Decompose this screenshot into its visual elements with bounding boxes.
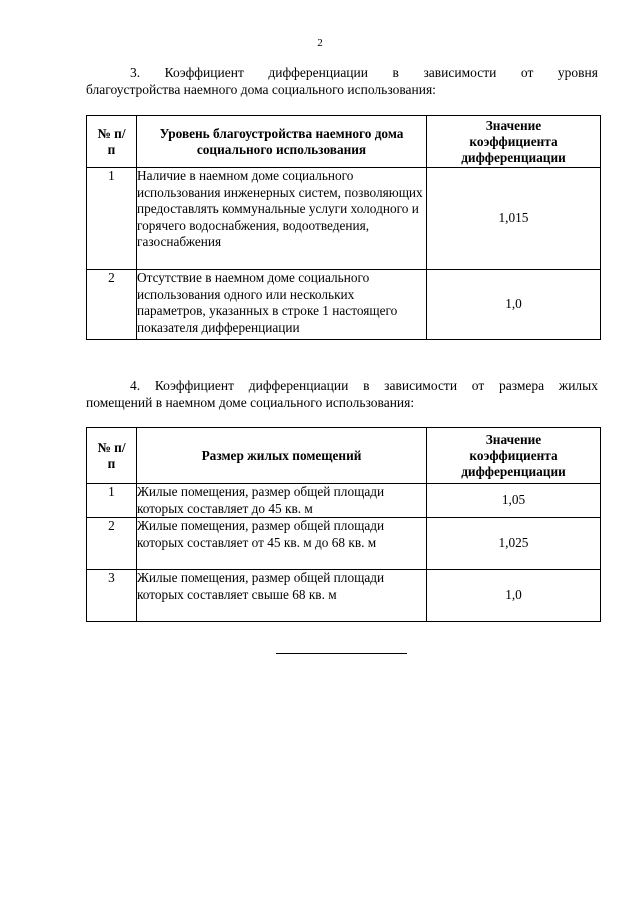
row-coefficient: 1,015 [427, 168, 601, 270]
table-row [87, 570, 601, 622]
header-living-space-size: Размер жилых помещений [137, 428, 427, 484]
row-coefficient: 1,05 [427, 484, 601, 518]
table-header-row [87, 116, 601, 168]
table-row [87, 484, 601, 518]
header-improvement-level: Уровень благоустройства наемного дома социального использования [137, 116, 427, 168]
row-description: Отсутствие в наемном доме социального использования одного или нескольких параметров, указанных в строке 1 настоящего показателя дифференциации [137, 270, 427, 340]
page-number: 2 [317, 37, 323, 49]
section4-intro-line1: 4. Коэффициент дифференциации в зависимости от размера жилых [130, 378, 598, 393]
row-coefficient: 1,0 [427, 270, 601, 340]
header-coefficient-value: Значение коэффициента дифференциации [427, 428, 601, 484]
header-num: № п/п [87, 428, 137, 484]
closing-divider-line [276, 653, 407, 654]
table-row [87, 518, 601, 570]
row-num: 1 [87, 484, 137, 518]
row-num: 2 [87, 518, 137, 570]
row-coefficient: 1,025 [427, 518, 601, 570]
table-row [87, 168, 601, 270]
header-coefficient-value: Значение коэффициента дифференциации [427, 116, 601, 168]
living-space-size-table [86, 427, 601, 622]
section3-intro-line1: 3. Коэффициент дифференциации в зависимости от уровня [130, 65, 598, 80]
table-header-row [87, 428, 601, 484]
section3-intro [86, 64, 598, 98]
table-row [87, 270, 601, 340]
row-coefficient: 1,0 [427, 570, 601, 622]
section4-intro-line2: помещений в наемном доме социального использования: [86, 395, 415, 410]
row-description: Жилые помещения, размер общей площади которых составляет до 45 кв. м [137, 484, 427, 518]
row-num: 2 [87, 270, 137, 340]
row-description: Наличие в наемном доме социального использования инженерных систем, позволяющих предоставлять коммунальные услуги холодного и горячего водоснабжения, водоотведения, газоснабжения [137, 168, 427, 270]
row-description: Жилые помещения, размер общей площади которых составляет от 45 кв. м до 68 кв. м [137, 518, 427, 570]
section4-intro [86, 377, 598, 411]
section3-intro-line2: благоустройства наемного дома социального использования: [86, 82, 436, 97]
header-num: № п/п [87, 116, 137, 168]
row-num: 1 [87, 168, 137, 270]
improvement-level-table [86, 115, 601, 340]
row-description: Жилые помещения, размер общей площади которых составляет свыше 68 кв. м [137, 570, 427, 622]
row-num: 3 [87, 570, 137, 622]
